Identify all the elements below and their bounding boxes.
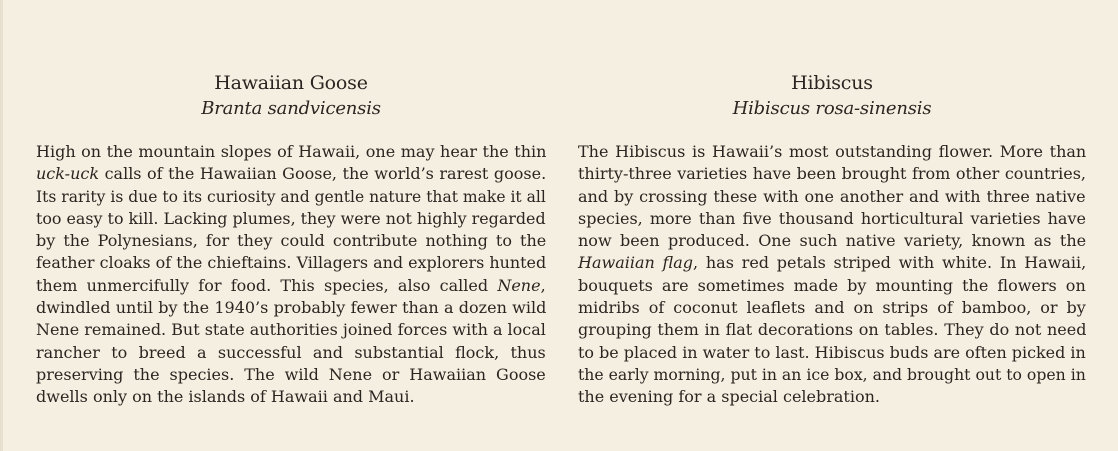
article-body	[36, 141, 546, 409]
body-line: species, more than five thousand horticultural varieties have	[578, 208, 1086, 228]
body-line: the evening for a special celebration.	[578, 387, 880, 407]
body-line: grouping them in flat decorations on tables. They do not need	[578, 320, 1087, 340]
body-line: Nene remained. But state authorities joined forces with a local	[36, 320, 546, 340]
body-line: too easy to kill. Lacking plumes, they were not highly regarded	[36, 208, 546, 228]
page-edge	[0, 0, 3, 451]
body-line: midribs of coconut leaflets and on strips of bamboo, or by	[578, 298, 1086, 318]
body-line: them unmercifully for food. This species, also called Nene,	[36, 275, 546, 295]
body-line: preserving the species. The wild Nene or Hawaiian Goose	[36, 364, 546, 384]
body-line: The Hibiscus is Hawaii’s most outstanding flower. More than	[578, 142, 1087, 161]
body-line: dwindled until by the 1940’s probably fewer than a dozen wild	[36, 298, 547, 318]
body-line: the early morning, put in an ice box, and brought out to open in	[578, 364, 1086, 384]
body-line: now been produced. One such native variety, known as the	[578, 231, 1087, 251]
article-title: Hawaiian Goose	[214, 72, 368, 94]
body-line: feather cloaks of the chieftains. Villagers and explorers hunted	[36, 253, 547, 273]
body-line: Its rarity is due to its curiosity and gentle nature that make it all	[36, 186, 546, 206]
body-line: and by crossing these with one another and with three native	[578, 186, 1086, 206]
body-line: High on the mountain slopes of Hawaii, one may hear the thin	[36, 142, 547, 161]
article-body	[578, 141, 1086, 409]
article-title: Hibiscus	[791, 72, 873, 94]
hibiscus-article	[578, 72, 1086, 409]
hawaiian-goose-article	[36, 72, 546, 409]
body-line: dwells only on the islands of Hawaii and Maui.	[36, 387, 415, 407]
body-line: Hawaiian flag, has red petals striped with white. In Hawaii,	[578, 253, 1087, 273]
body-line: by the Polynesians, for they could contribute nothing to the	[36, 231, 547, 251]
body-line: bouquets are sometimes made by mounting the flowers on	[578, 275, 1086, 295]
article-subtitle: Branta sandvicensis	[201, 98, 381, 119]
body-line: uck-uck calls of the Hawaiian Goose, the world’s rarest goose.	[36, 164, 547, 184]
article-subtitle: Hibiscus rosa-sinensis	[732, 98, 932, 119]
body-line: rancher to breed a successful and substantial flock, thus	[36, 342, 546, 362]
body-line: to be placed in water to last. Hibiscus buds are often picked in	[578, 342, 1086, 362]
body-line: thirty-three varieties have been brought from other countries,	[578, 164, 1087, 184]
